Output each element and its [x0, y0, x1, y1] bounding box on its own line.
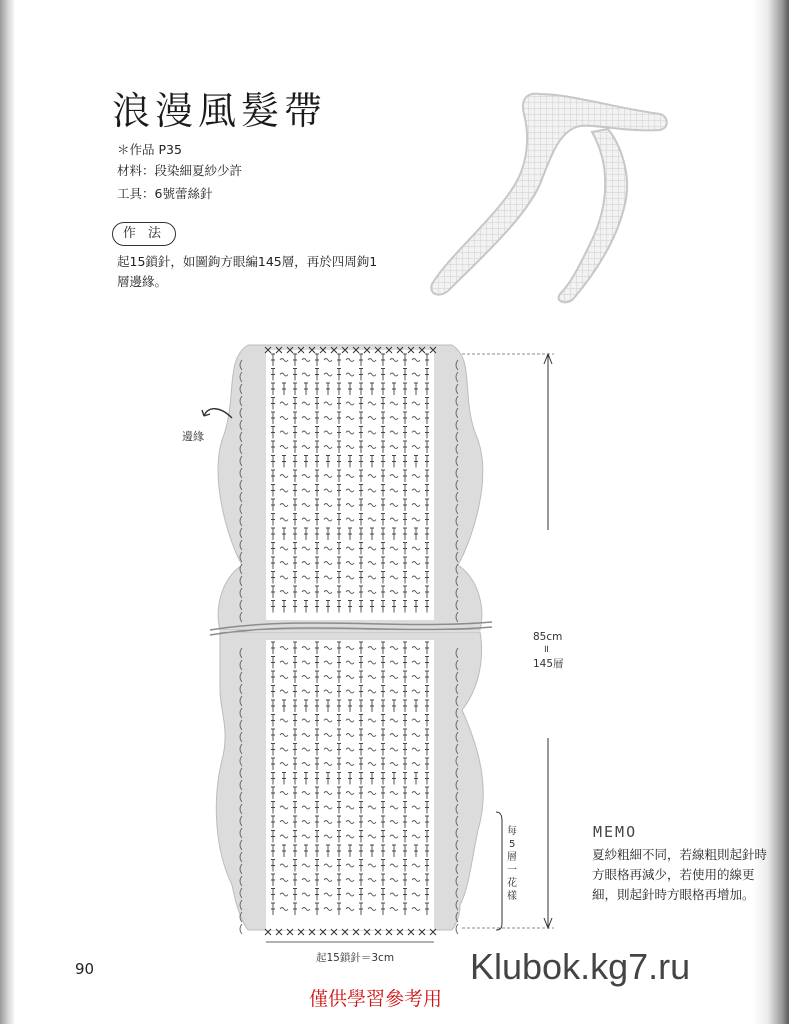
- page-number: 90: [75, 960, 95, 978]
- svg-text:樣: 樣: [507, 891, 517, 902]
- svg-text:層: 層: [507, 852, 517, 863]
- length-cm-label: 85cm: [533, 631, 563, 643]
- tools-line: 工具：6號蕾絲針: [117, 186, 213, 201]
- svg-text:5: 5: [509, 839, 516, 850]
- book-spine-shadow: [0, 0, 14, 1024]
- edge-loop-icon: [240, 924, 242, 934]
- crochet-chart: [180, 330, 600, 980]
- length-rows-label: 145層: [533, 658, 564, 670]
- edge-label: 邊緣: [182, 430, 204, 443]
- length-equals-label: ॥: [543, 644, 549, 655]
- edge-arrow-icon: [204, 409, 232, 418]
- method-badge: 作 法: [112, 222, 176, 246]
- repeat-label: [507, 824, 517, 902]
- materials-line: 材料：段染細夏紗少許: [117, 163, 243, 178]
- chart-grid-area-bottom: [266, 640, 434, 930]
- svg-text:一: 一: [507, 865, 517, 876]
- work-reference: ＊作品 P35: [117, 142, 182, 157]
- repeat-bracket: [496, 812, 502, 930]
- method-text: 起15鎖針，如圖鉤方眼編145層，再於四周鉤1層邊緣。: [117, 254, 378, 289]
- svg-text:每: 每: [507, 826, 517, 837]
- site-watermark: Klubok.kg7.ru: [470, 946, 691, 987]
- svg-text:花: 花: [507, 878, 517, 889]
- headband-photo: [420, 84, 690, 320]
- memo-text: 夏紗粗細不同，若線粗則起針時方眼格再減少，若使用的線更細，則起針時方眼格再增加。: [592, 847, 768, 902]
- memo-title: MEMO: [593, 823, 638, 841]
- page-title: 浪漫風髮帶: [112, 89, 328, 133]
- edge-loop-icon: [456, 924, 458, 934]
- study-use-watermark: 僅供學習參考用: [309, 988, 443, 1010]
- base-chain-label: 起15鎖針＝3cm: [316, 952, 395, 964]
